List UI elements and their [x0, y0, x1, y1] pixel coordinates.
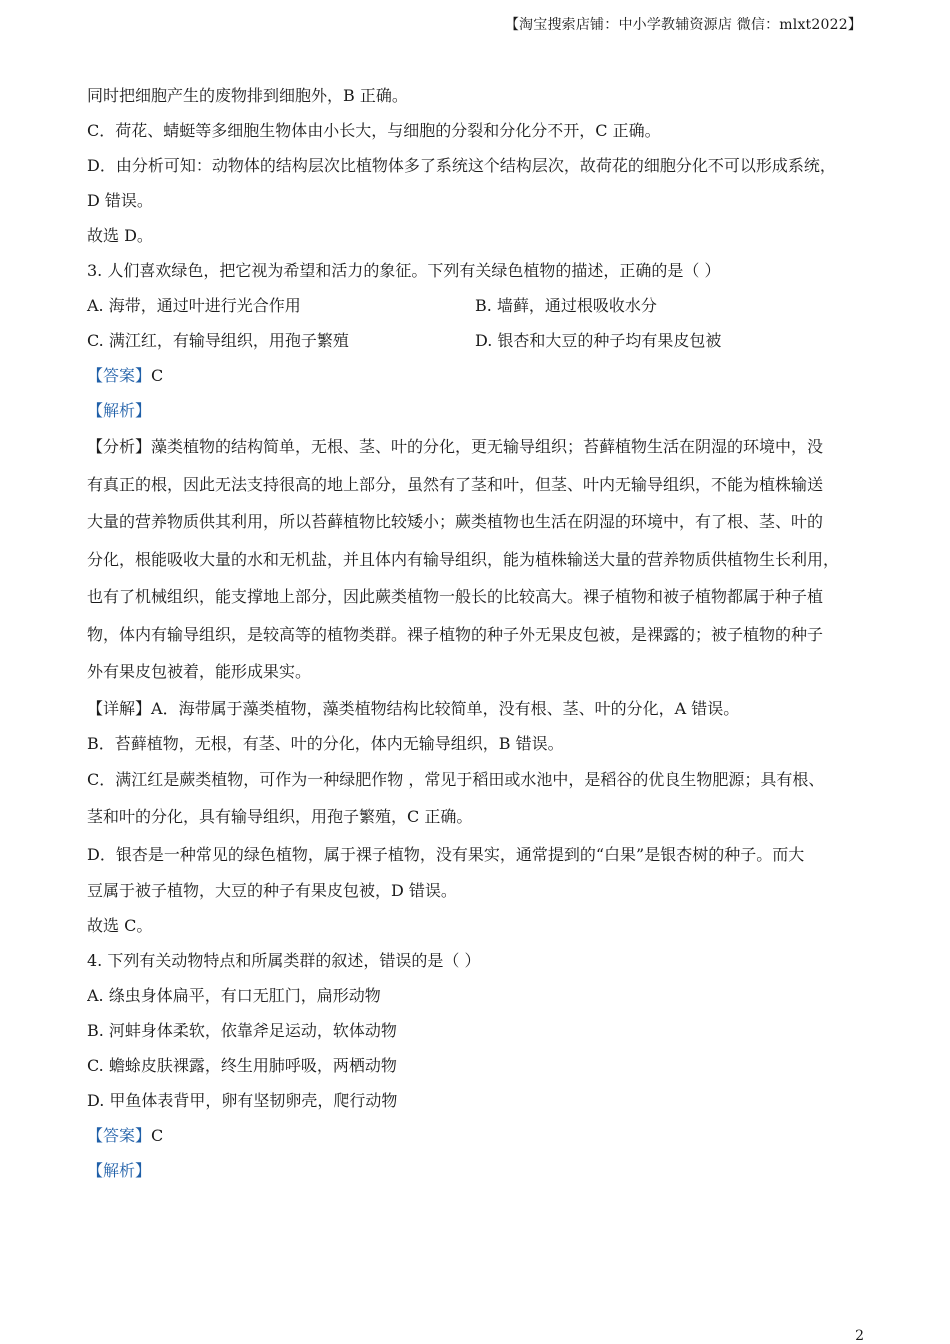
q3-option-b: B. 墙藓，通过根吸收水分: [475, 296, 657, 315]
q3-fenxi-line: 分化，根能吸收大量的水和无机盐，并且体内有输导组织，能为植株输送大量的营养物质供植物生长利用，: [87, 549, 840, 569]
header-note: 【淘宝搜索店铺：中小学教辅资源店 微信：mlxt2022】: [504, 17, 862, 33]
q3-final-choice: 故选 C。: [87, 916, 153, 935]
q3-stem: 3. 人们喜欢绿色，把它视为希望和活力的象征。下列有关绿色植物的描述，正确的是（ ）: [87, 261, 721, 280]
q3-answer-tag: 【答案】: [87, 366, 152, 385]
q4-analysis-tag: 【解析】: [87, 1161, 152, 1180]
q3-analysis-heading: [87, 393, 867, 428]
q3-fenxi-line: [87, 428, 867, 466]
q3-xiangjie-line: 茎和叶的分化，具有输导组织，用孢子繁殖，C 正确。: [87, 807, 473, 826]
q2-option-c-explanation: C．荷花、蜻蜓等多细胞生物体由小长大，与细胞的分裂和分化分不开，C 正确。: [87, 121, 661, 140]
q4-option-a: A. 绦虫身体扁平，有口无肛门，扁形动物: [87, 986, 381, 1005]
q3-xiangjie-line: C．满江红是蕨类植物，可作为一种绿肥作物 ，常见于稻田或水池中，是稻谷的优良生物肥源；具有根、: [87, 769, 825, 789]
q4-answer: [87, 1118, 867, 1153]
q4-answer-value: C: [151, 1126, 164, 1145]
q4-option-d: D. 甲鱼体表背甲，卵有坚韧卵壳，爬行动物: [87, 1091, 398, 1110]
q2-option-d-explanation: D．由分析可知：动物体的结构层次比植物体多了系统这个结构层次，故荷花的细胞分化不可以形成系统，: [87, 156, 836, 175]
q3-option-a: A. 海带，通过叶进行光合作用: [87, 296, 301, 315]
q3-answer: [87, 358, 867, 393]
q3-fenxi-line: 也有了机械组织，能支撑地上部分，因此蕨类植物一般长的比较高大。裸子植物和被子植物都属于种子植: [87, 587, 824, 606]
q3-fenxi-line: 外有果皮包被着，能形成果实。: [87, 662, 312, 681]
q3-option-c: C. 满江红，有输导组织，用孢子繁殖: [87, 331, 349, 350]
document-body: [87, 78, 867, 1188]
q4-answer-tag: 【答案】: [87, 1126, 152, 1145]
q3-analysis-tag: 【解析】: [87, 401, 152, 420]
q3-xiangjie-text: A．海带属于藻类植物，藻类植物结构比较简单，没有根、茎、叶的分化，A 错误。: [151, 698, 740, 718]
q3-fenxi-line: 大量的营养物质供其利用，所以苔藓植物比较矮小；蕨类植物也生活在阴湿的环境中，有了根、茎、叶的: [87, 512, 824, 531]
q3-option-d: D. 银杏和大豆的种子均有果皮包被: [475, 331, 722, 350]
q3-options-row-1: [87, 288, 867, 323]
q3-xiangjie-line: D．银杏是一种常见的绿色植物，属于裸子植物，没有果实，通常提到的“白果”是银杏树的种子。而大: [87, 844, 805, 864]
q3-xiangjie-tag: 【详解】: [87, 698, 152, 718]
page-number: 2: [855, 1328, 864, 1344]
q2-final-choice: 故选 D。: [87, 226, 153, 245]
q2-tail-line: 同时把细胞产生的废物排到细胞外，B 正确。: [87, 86, 408, 105]
q3-fenxi-line: 有真正的根，因此无法支持很高的地上部分，虽然有了茎和叶，但茎、叶内无输导组织，不能为植株输送: [87, 474, 824, 494]
q3-fenxi-tag: 【分析】: [87, 437, 152, 456]
q3-fenxi-line: 物，体内有输导组织，是较高等的植物类群。裸子植物的种子外无果皮包被，是裸露的；被子植物的种子: [87, 624, 824, 644]
q2-option-d-explanation-cont: D 错误。: [87, 191, 153, 210]
q4-stem: 4. 下列有关动物特点和所属类群的叙述，错误的是（ ）: [87, 951, 481, 970]
q4-option-b: B. 河蚌身体柔软，依靠斧足运动，软体动物: [87, 1021, 397, 1040]
q3-xiangjie-line: B．苔藓植物，无根，有茎、叶的分化，体内无输导组织，B 错误。: [87, 733, 564, 753]
q4-option-c: C. 蟾蜍皮肤裸露，终生用肺呼吸，两栖动物: [87, 1056, 397, 1075]
q3-answer-value: C: [151, 366, 164, 385]
q3-fenxi-text: 藻类植物的结构简单，无根、茎、叶的分化，更无输导组织；苔藓植物生活在阴湿的环境中，没: [151, 437, 824, 456]
q3-xiangjie-line: [87, 691, 867, 726]
q3-xiangjie-line: 豆属于被子植物，大豆的种子有果皮包被，D 错误。: [87, 881, 457, 900]
q3-options-row-2: [87, 323, 867, 358]
q4-analysis-heading: [87, 1153, 867, 1188]
